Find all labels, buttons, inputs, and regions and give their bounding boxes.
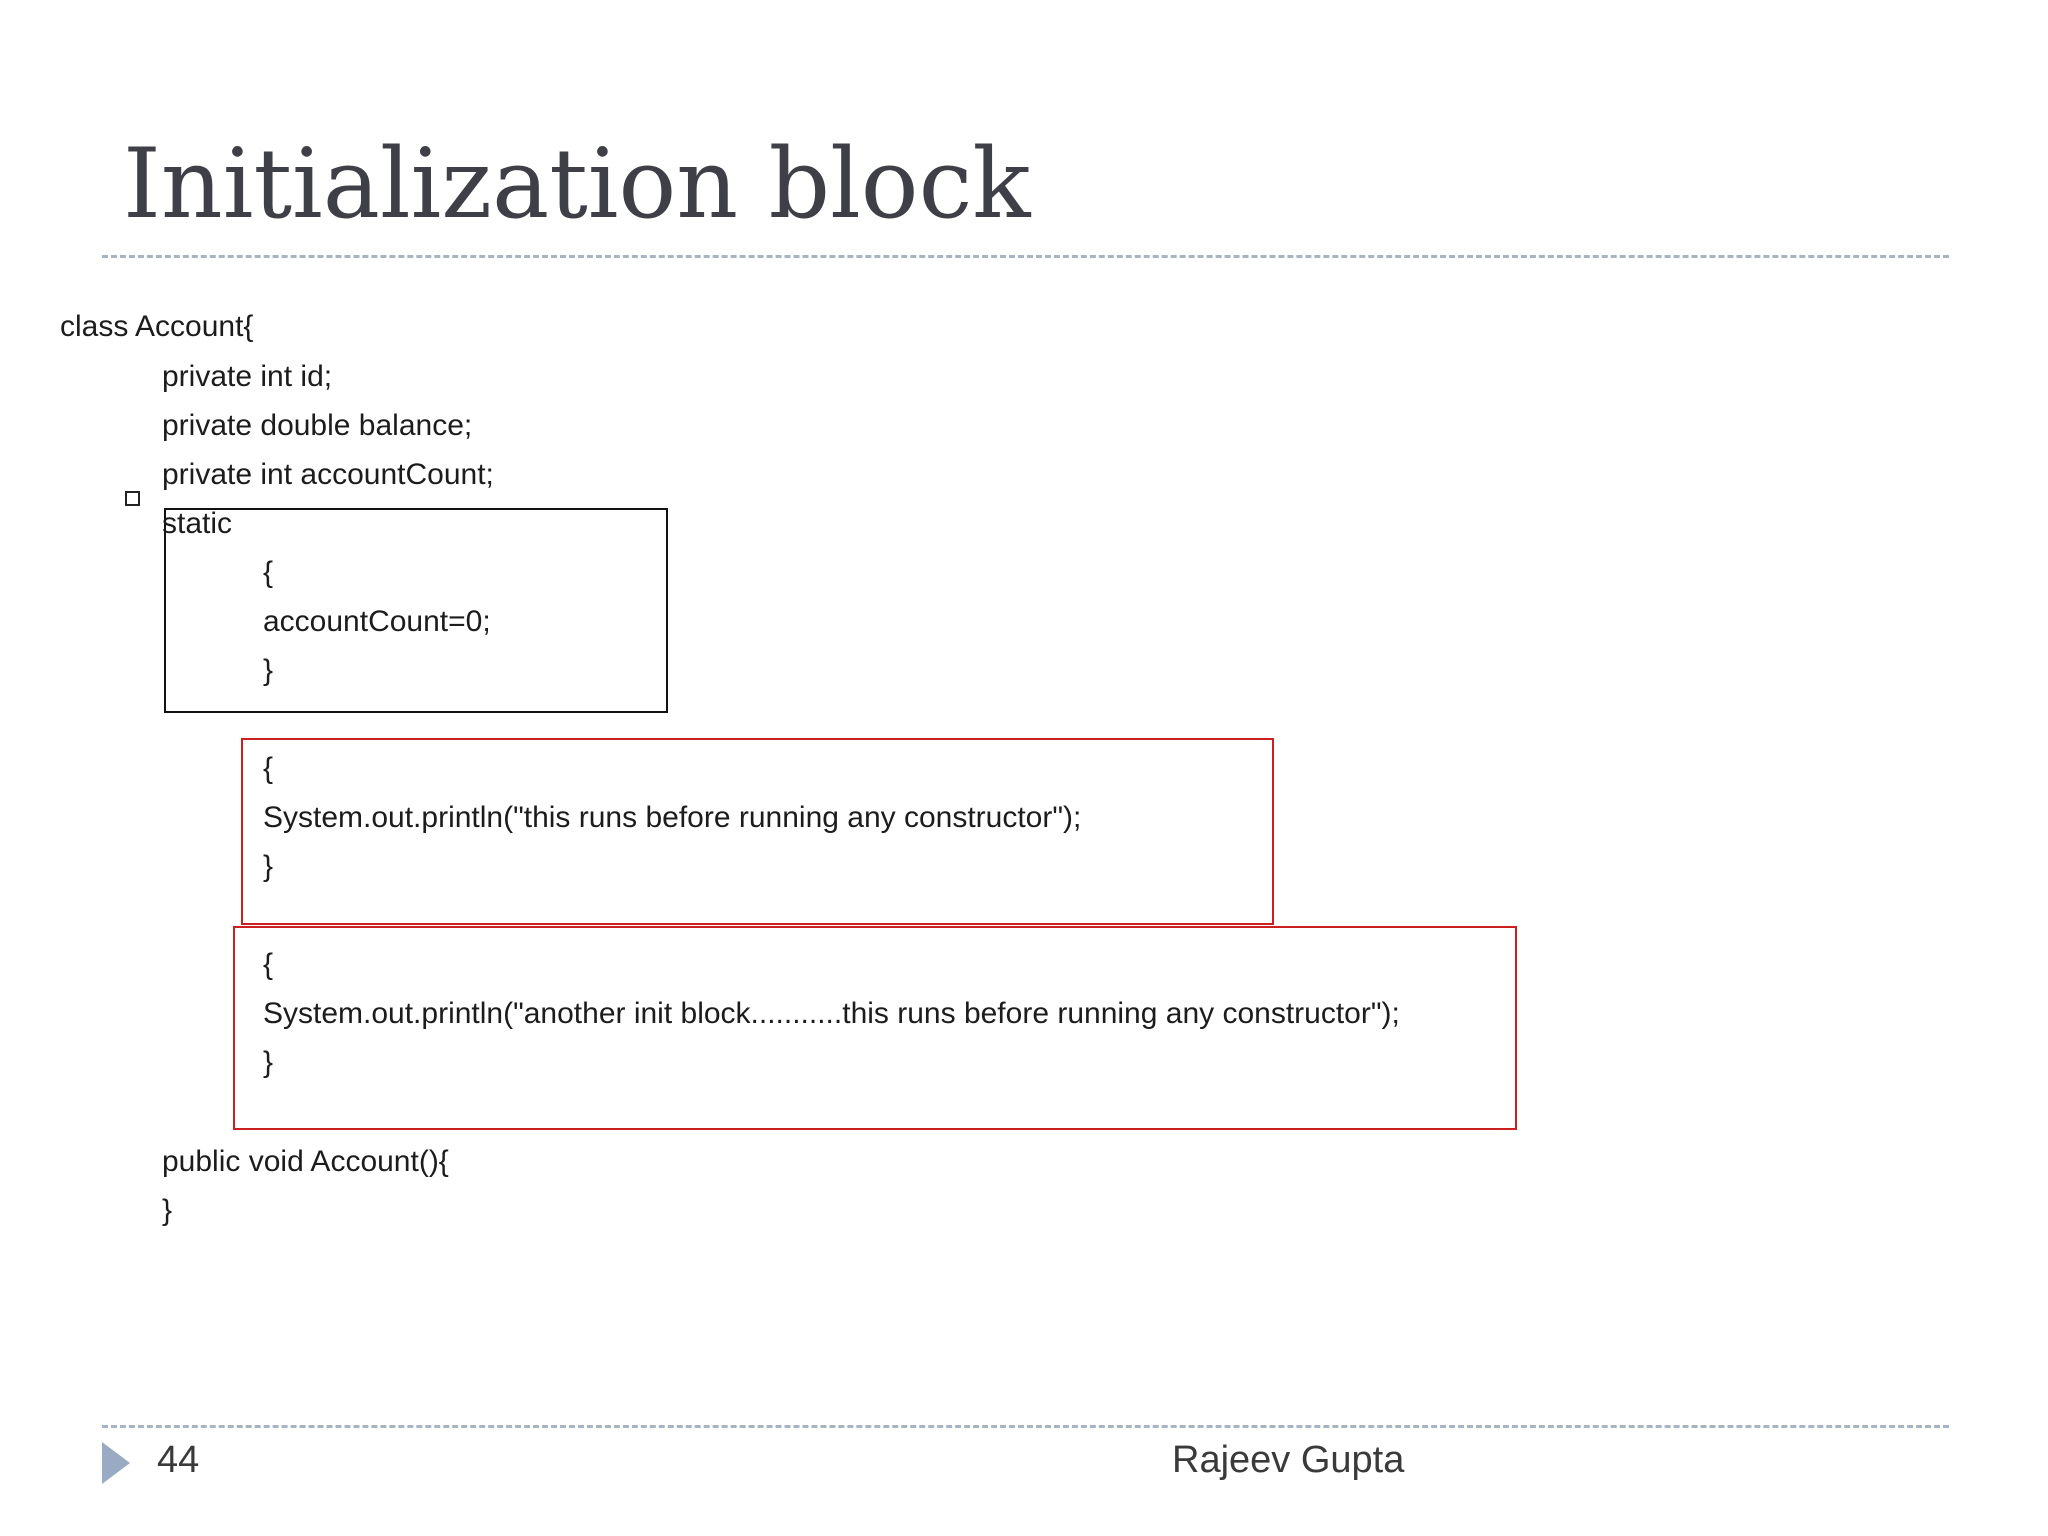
- code-line-constructor-close: }: [162, 1194, 173, 1227]
- triangle-bullet-icon: [102, 1442, 130, 1484]
- code-line-class: class Account{: [60, 310, 254, 343]
- slide-title: Initialization block: [123, 128, 1031, 240]
- title-divider: [102, 255, 1949, 258]
- code-line-init2-close: }: [263, 1046, 274, 1079]
- author-name: Rajeev Gupta: [1172, 1439, 1405, 1481]
- code-line-init2-open: {: [263, 948, 274, 981]
- code-line-static: static: [162, 507, 233, 540]
- code-line-static-open: {: [263, 556, 274, 589]
- code-line-init2-body: System.out.println("another init block...........this runs before running any constructor");: [263, 997, 1400, 1030]
- code-line-static-body: accountCount=0;: [263, 605, 491, 638]
- code-line-init1-body: System.out.println("this runs before running any constructor");: [263, 801, 1082, 834]
- code-line-account-count: private int accountCount;: [162, 458, 494, 491]
- code-line-id: private int id;: [162, 360, 333, 393]
- code-line-balance: private double balance;: [162, 409, 473, 442]
- page-number: 44: [157, 1439, 200, 1481]
- marker-square-icon: [125, 491, 140, 506]
- code-line-init1-close: }: [263, 850, 274, 883]
- footer-divider: [102, 1425, 1949, 1428]
- code-line-static-close: }: [263, 654, 274, 687]
- code-line-constructor: public void Account(){: [162, 1145, 449, 1178]
- code-line-init1-open: {: [263, 752, 274, 785]
